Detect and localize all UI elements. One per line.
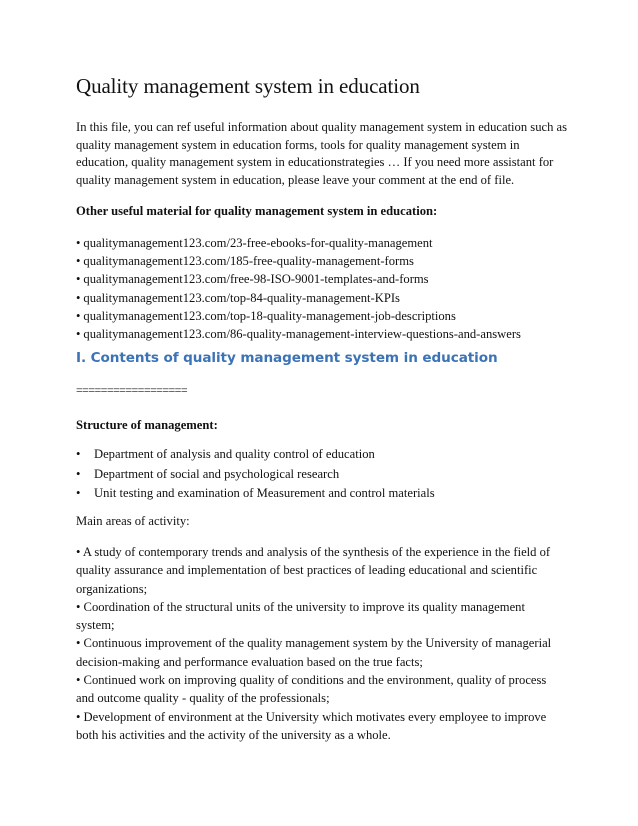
areas-line: and outcome quality - quality of the professionals; bbox=[76, 691, 330, 706]
areas-label: Main areas of activity: bbox=[76, 514, 190, 528]
structure-item-text: Department of analysis and quality control of education bbox=[94, 447, 375, 461]
structure-item bbox=[76, 484, 435, 504]
intro-paragraph bbox=[76, 119, 571, 189]
areas-line: organizations; bbox=[76, 581, 148, 596]
areas-line: both his activities and the activity of the university as a whole. bbox=[76, 727, 391, 742]
areas-line: • Continuous improvement of the quality management system by the University of managerial bbox=[76, 636, 552, 651]
bullet-icon: • bbox=[76, 272, 81, 287]
areas-line: decision-making and performance evaluation based on the true facts; bbox=[76, 654, 423, 669]
activity-areas-paragraph bbox=[76, 543, 571, 744]
other-material-heading: Other useful material for quality management system in education: bbox=[76, 204, 438, 218]
structure-item bbox=[76, 465, 435, 485]
resource-link-text[interactable]: qualitymanagement123.com/185-free-quality-management-forms bbox=[83, 254, 414, 269]
resource-link-text[interactable]: qualitymanagement123.com/top-18-quality-management-job-descriptions bbox=[83, 308, 456, 323]
areas-line: • Continued work on improving quality of conditions and the environment, quality of process bbox=[76, 673, 547, 688]
resource-link[interactable] bbox=[76, 289, 521, 307]
areas-line: • Coordination of the structural units of the university to improve its quality management bbox=[76, 599, 525, 614]
resource-link[interactable] bbox=[76, 307, 521, 325]
intro-line: In this file, you can ref useful information about quality management system in education such as bbox=[76, 120, 568, 134]
resource-link-text[interactable]: qualitymanagement123.com/86-quality-management-interview-questions-and-answers bbox=[83, 327, 521, 342]
intro-line: education, quality management system in educationstrategies … If you need more assistant for bbox=[76, 155, 554, 169]
areas-line: • Development of environment at the University which motivates every employee to improve bbox=[76, 709, 547, 724]
areas-line: • A study of contemporary trends and analysis of the synthesis of the experience in the field of bbox=[76, 545, 551, 559]
bullet-icon: • bbox=[76, 290, 81, 305]
intro-line: quality management system in education, please leave your comment at the end of file. bbox=[76, 172, 515, 187]
resource-link-text[interactable]: qualitymanagement123.com/free-98-ISO-9001-templates-and-forms bbox=[83, 272, 429, 287]
bullet-icon: • bbox=[76, 254, 81, 269]
structure-item-text: Unit testing and examination of Measurement and control materials bbox=[94, 486, 435, 500]
bullet-icon: • bbox=[76, 308, 81, 323]
bullet-icon: • bbox=[76, 447, 81, 461]
bullet-icon: • bbox=[76, 486, 81, 500]
structure-list bbox=[76, 445, 435, 504]
structure-item bbox=[76, 445, 435, 465]
structure-item-text: Department of social and psychological research bbox=[94, 466, 340, 481]
resource-link-text[interactable]: qualitymanagement123.com/23-free-ebooks-for-quality-management bbox=[83, 236, 433, 250]
resource-link[interactable] bbox=[76, 252, 521, 270]
areas-line: quality assurance and implementation of best practices of leading educational and scientific bbox=[76, 563, 538, 578]
resource-link[interactable] bbox=[76, 270, 521, 288]
document-title: Quality management system in education bbox=[76, 74, 420, 98]
intro-line: quality management system in education forms, tools for quality management system in bbox=[76, 137, 520, 152]
bullet-icon: • bbox=[76, 466, 81, 481]
resource-link-text[interactable]: qualitymanagement123.com/top-84-quality-management-KPIs bbox=[83, 290, 400, 305]
divider-line: ================== bbox=[76, 383, 188, 397]
resource-link[interactable] bbox=[76, 234, 521, 252]
areas-line: system; bbox=[76, 618, 115, 633]
section-heading: I. Contents of quality management system in education bbox=[76, 350, 498, 366]
resource-links-list bbox=[76, 234, 521, 343]
bullet-icon: • bbox=[76, 236, 81, 250]
structure-heading: Structure of management: bbox=[76, 418, 218, 432]
resource-link[interactable] bbox=[76, 325, 521, 343]
bullet-icon: • bbox=[76, 327, 81, 342]
